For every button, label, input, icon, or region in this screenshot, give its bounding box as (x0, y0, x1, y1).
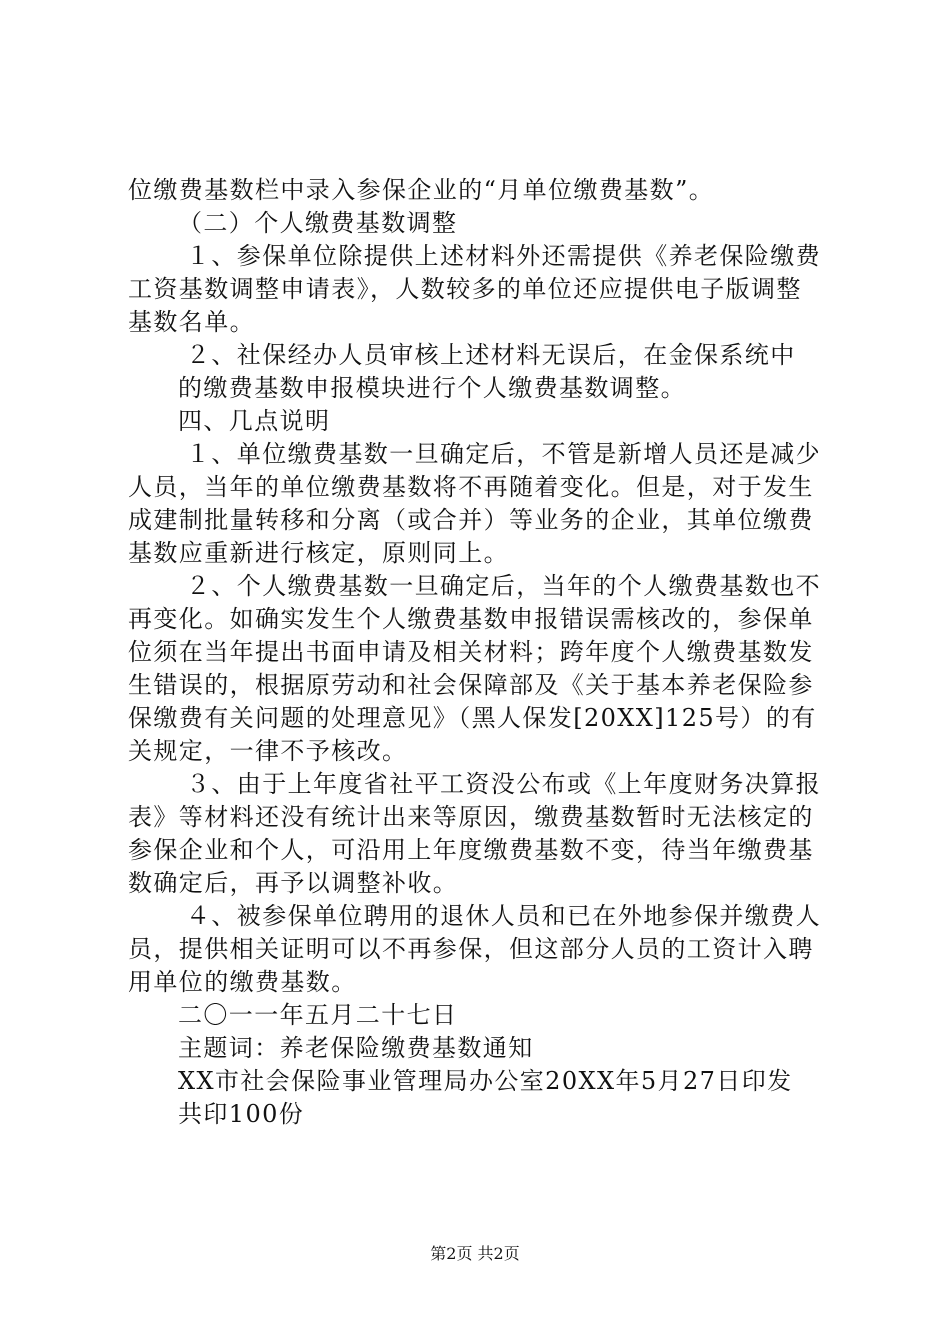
text-line: 位须在当年提出书面申请及相关材料；跨年度个人缴费基数发 (128, 638, 814, 666)
section-heading: （二）个人缴费基数调整 (178, 209, 458, 237)
text-line: 用单位的缴费基数。 (128, 968, 357, 996)
subject-keywords: 主题词：养老保险缴费基数通知 (178, 1034, 534, 1062)
text-line: 员，提供相关证明可以不再参保，但这部分人员的工资计入聘 (128, 935, 814, 963)
text-line: ２、社保经办人员审核上述材料无误后，在金保系统中 (186, 341, 796, 369)
text-line: 基数名单。 (128, 308, 255, 336)
text-line: 位缴费基数栏中录入参保企业的“月单位缴费基数”。 (128, 176, 715, 204)
print-count: 共印100份 (178, 1100, 305, 1128)
text-line: 表》等材料还没有统计出来等原因，缴费基数暂时无法核定的 (128, 803, 814, 831)
text-line: １、单位缴费基数一旦确定后，不管是新增人员还是减少 (186, 440, 821, 468)
text-line: １、参保单位除提供上述材料外还需提供《养老保险缴费 (186, 242, 821, 270)
text-line: 再变化。如确实发生个人缴费基数申报错误需核改的，参保单 (128, 605, 814, 633)
text-line: 数确定后，再予以调整补收。 (128, 869, 459, 897)
section-heading: 四、几点说明 (178, 407, 331, 435)
text-line: 的缴费基数申报模块进行个人缴费基数调整。 (178, 374, 686, 402)
text-line: 关规定，一律不予核改。 (128, 737, 408, 765)
page-number: 第2页 共2页 (430, 1244, 520, 1263)
text-line: 参保企业和个人，可沿用上年度缴费基数不变，待当年缴费基 (128, 836, 814, 864)
text-line: 人员，当年的单位缴费基数将不再随着变化。但是，对于发生 (128, 473, 814, 501)
text-line: ４、被参保单位聘用的退休人员和已在外地参保并缴费人 (186, 902, 821, 930)
text-line: ２、个人缴费基数一旦确定后，当年的个人缴费基数也不 (186, 572, 821, 600)
text-line: 保缴费有关问题的处理意见》（黑人保发[20XX]125号）的有 (128, 704, 817, 732)
text-line: 成建制批量转移和分离（或合并）等业务的企业，其单位缴费 (128, 506, 814, 534)
issuer-line: XX市社会保险事业管理局办公室20XX年5月27日印发 (178, 1067, 793, 1095)
text-line: 生错误的，根据原劳动和社会保障部及《关于基本养老保险参 (128, 671, 814, 699)
document-date: 二〇一一年五月二十七日 (178, 1001, 458, 1029)
text-line: 基数应重新进行核定，原则同上。 (128, 539, 509, 567)
text-line: ３、由于上年度省社平工资没公布或《上年度财务决算报 (186, 770, 821, 798)
text-line: 工资基数调整申请表》，人数较多的单位还应提供电子版调整 (128, 275, 802, 303)
